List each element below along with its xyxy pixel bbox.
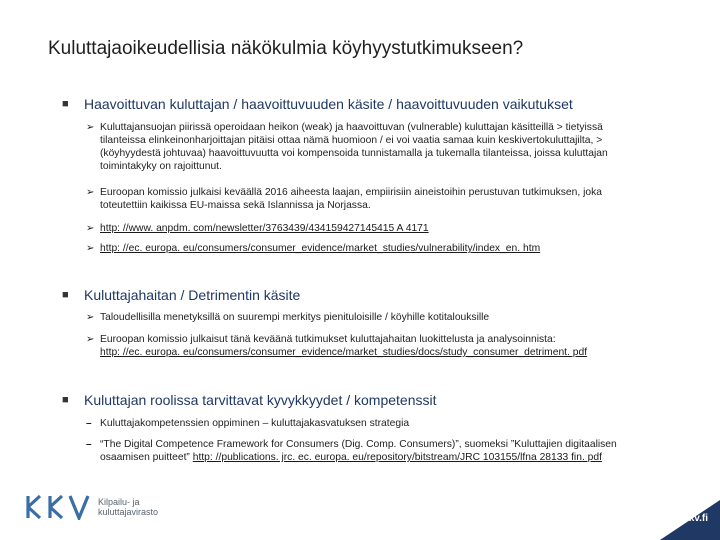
site-label[interactable]: kkv.fi	[683, 513, 708, 524]
item-text-line: Euroopan komissio julkaisut tänä keväänä tutkimukset kuluttajahaitan luokittelusta ja analysoinnista:	[100, 334, 556, 345]
section-competences	[62, 392, 436, 408]
detriment-study-link[interactable]: http: //ec. europa. eu/consumers/consumer_evidence/market_studies/docs/study_consumer_detriment. pdf	[100, 347, 588, 358]
vulnerability-study-link[interactable]: http: //ec. europa. eu/consumers/consumer_evidence/market_studies/vulnerability/index_en. htm	[100, 243, 541, 254]
arrow-bullet-icon: ➢	[86, 334, 95, 345]
item-text-line: (köyhyydestä johtuvaa) haavoittuvuutta voi kompensoida tunnistamalla ja tukemalla tilanteissa, joissa kuluttajan	[100, 148, 608, 159]
square-bullet-icon: ■	[62, 98, 69, 110]
arrow-bullet-icon: ➢	[86, 243, 95, 254]
square-bullet-icon: ■	[62, 289, 69, 301]
list-item	[86, 222, 696, 235]
item-text-line: toimintakyky on rajoittunut.	[100, 161, 222, 172]
item-text-prefix: osaamisen puitteet”	[100, 452, 193, 463]
newsletter-link[interactable]: http: //www. anpdm. com/newsletter/3763439/434159427145415 A 4171	[100, 223, 429, 234]
section-heading: Haavoittuvan kuluttajan / haavoittuvuuden käsite / haavoittuvuuden vaikutukset	[84, 96, 573, 112]
list-item	[86, 311, 696, 324]
item-text-line: tilanteissa elinkeinonharjoittajan pitäisi ottaa nämä huomioon / ei voi vaatia samaa kuin keskivertokuluttajilta, >	[100, 135, 603, 146]
digcomp-link[interactable]: http: //publications. jrc. ec. europa. eu/repository/bitstream/JRC 103155/lfna 28133 fin. pdf	[192, 452, 602, 463]
kkv-logo-mark	[24, 494, 92, 520]
slide-title: Kuluttajaoikeudellisia näkökulmia köyhyystutkimukseen?	[48, 38, 524, 59]
section-vulnerability	[62, 96, 573, 112]
square-bullet-icon: ■	[62, 394, 69, 406]
arrow-bullet-icon: ➢	[86, 122, 95, 133]
list-item	[86, 186, 696, 212]
item-text-line: Euroopan komissio julkaisi keväällä 2016 aiheesta laajan, empiirisiin aineistoihin perustuvan tutkimuksen, joka	[100, 187, 602, 198]
list-item	[86, 438, 696, 464]
section-detriment	[62, 287, 300, 303]
item-text-line: Kuluttajakompetenssien oppiminen – kuluttajakasvatuksen strategia	[100, 418, 410, 429]
arrow-bullet-icon: ➢	[86, 187, 95, 198]
item-text-line: toteutettiin kaikissa EU-maissa sekä Islannissa ja Norjassa.	[100, 200, 371, 211]
list-item	[86, 121, 696, 173]
dash-bullet-icon: –	[86, 418, 92, 429]
section-heading: Kuluttajahaitan / Detrimentin käsite	[84, 287, 301, 303]
item-text-line: Taloudellisilla menetyksillä on suurempi merkitys pienituloisille / köyhille kotitalouksille	[100, 312, 490, 323]
arrow-bullet-icon: ➢	[86, 312, 95, 323]
item-text-line: “The Digital Competence Framework for Consumers (Dig. Comp. Consumers)”, suomeksi ”Kuluttajien digitaalisen	[100, 439, 617, 450]
arrow-bullet-icon: ➢	[86, 223, 95, 234]
kkv-logo	[24, 494, 158, 520]
item-text-line: Kuluttajansuojan piirissä operoidaan heikon (weak) ja haavoittuvan (vulnerable) kuluttajan käsitteillä > tietyissä	[100, 122, 603, 133]
section-heading: Kuluttajan roolissa tarvittavat kyvykkyydet / kompetenssit	[84, 392, 437, 408]
list-item	[86, 417, 696, 430]
logo-line-1: Kilpailu- ja	[98, 497, 140, 507]
list-item	[86, 242, 696, 255]
dash-bullet-icon: –	[86, 439, 92, 450]
list-item	[86, 333, 696, 359]
logo-line-2: kuluttajavirasto	[98, 507, 159, 517]
